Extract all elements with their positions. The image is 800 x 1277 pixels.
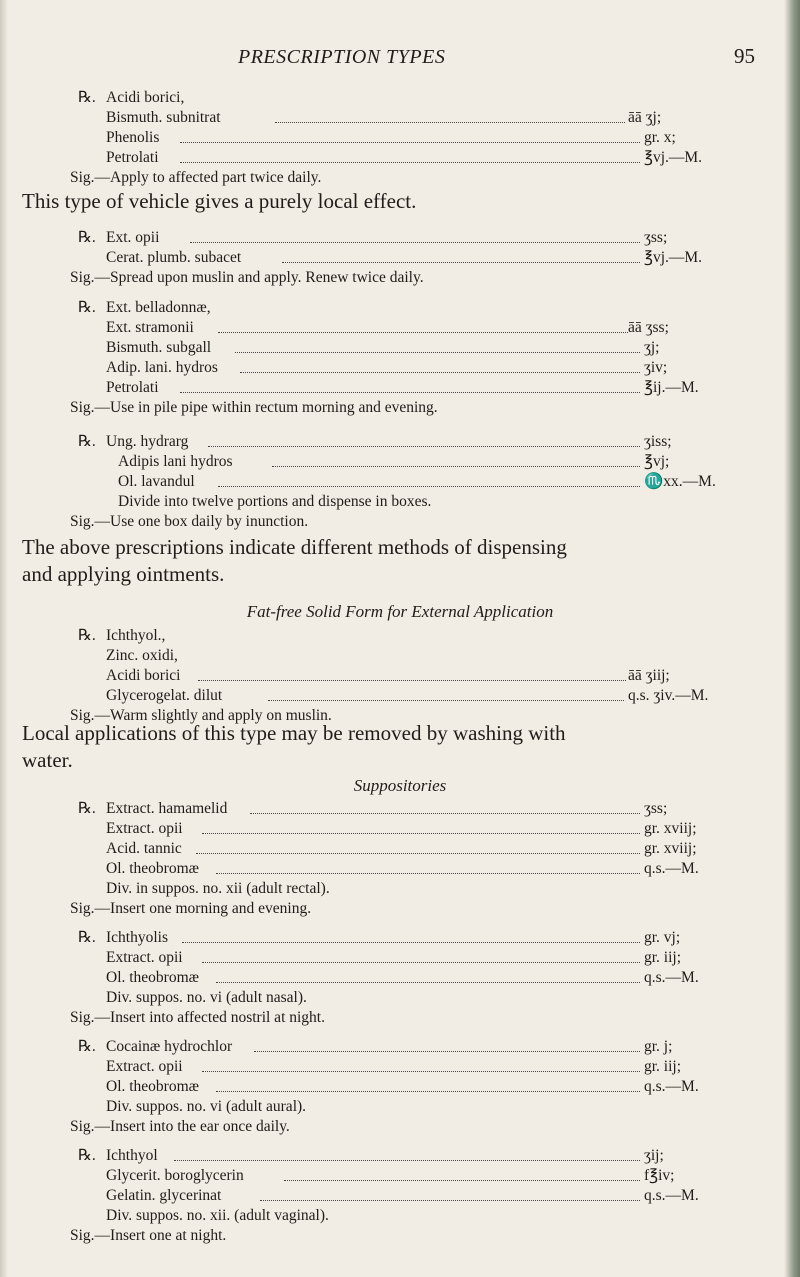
quantity: q.s.—M. <box>644 969 699 986</box>
ingredient: Extract. hamamelid <box>106 800 228 817</box>
page-gutter-left <box>0 0 8 1277</box>
signa: Sig.—Warm slightly and apply on muslin. <box>70 707 332 724</box>
rx-symbol: ℞. <box>78 229 96 246</box>
leader-dots <box>216 1077 640 1092</box>
ingredient: Ung. hydrarg <box>106 433 189 450</box>
rx-symbol: ℞. <box>78 1038 96 1055</box>
leader-dots <box>254 1037 640 1052</box>
ingredient: Bismuth. subnitrat <box>106 109 221 126</box>
signa: Sig.—Insert into affected nostril at night. <box>70 1009 325 1026</box>
prescription-4 <box>70 432 770 532</box>
ingredient: Ichthyol., <box>106 627 166 644</box>
quantity: ♏xx.—M. <box>644 473 716 490</box>
ingredient: Ol. theobromæ <box>106 860 199 877</box>
signa: Sig.—Use one box daily by inunction. <box>70 513 309 530</box>
leader-dots <box>196 839 640 854</box>
quantity: ʒiv; <box>644 359 668 376</box>
page-number: 95 <box>734 44 755 68</box>
leader-dots <box>202 819 640 834</box>
ingredient: Extract. opii <box>106 820 183 837</box>
running-header <box>0 40 800 70</box>
ingredient: Ichthyolis <box>106 929 168 946</box>
leader-dots <box>182 928 640 943</box>
quantity: ʒij; <box>644 1147 664 1164</box>
leader-dots <box>260 1186 640 1201</box>
leader-dots <box>216 968 640 983</box>
paragraph-line: and applying ointments. <box>22 562 225 586</box>
ingredient: Gelatin. glycerinat <box>106 1187 222 1204</box>
ingredient: Acid. tannic <box>106 840 182 857</box>
ingredient: Extract. opii <box>106 1058 183 1075</box>
running-title: PRESCRIPTION TYPES <box>238 46 446 68</box>
ingredient: Ext. stramonii <box>106 319 194 336</box>
prescription-7 <box>70 928 770 1028</box>
leader-dots <box>174 1146 640 1161</box>
leader-dots <box>190 228 640 243</box>
quantity: ʒj; <box>644 339 660 356</box>
leader-dots <box>218 472 640 487</box>
prescription-8 <box>70 1037 770 1137</box>
ingredient: Petrolati <box>106 379 159 396</box>
ingredient: Extract. opii <box>106 949 183 966</box>
prescription-1 <box>70 88 770 188</box>
leader-dots <box>268 686 624 701</box>
paragraph-line: Local applications of this type may be removed by washing with <box>22 721 566 745</box>
ingredient: Bismuth. subgall <box>106 339 212 356</box>
quantity: gr. xviij; <box>644 840 697 857</box>
dispensing-direction: Div. in suppos. no. xii (adult rectal). <box>106 880 330 897</box>
quantity: gr. iij; <box>644 949 682 966</box>
quantity: ʒss; <box>644 229 668 246</box>
signa: Sig.—Apply to affected part twice daily. <box>70 169 322 186</box>
ingredient: Acidi borici <box>106 667 181 684</box>
quantity: q.s.—M. <box>644 860 699 877</box>
leader-dots <box>275 108 625 123</box>
prescription-2 <box>70 228 770 288</box>
rx-symbol: ℞. <box>78 433 96 450</box>
ingredient: Ol. lavandul <box>118 473 195 490</box>
quantity: gr. iij; <box>644 1058 682 1075</box>
rx-symbol: ℞. <box>78 1147 96 1164</box>
ingredient: Phenolis <box>106 129 160 146</box>
ingredient: Ext. opii <box>106 229 160 246</box>
leader-dots <box>202 948 640 963</box>
quantity: q.s.—M. <box>644 1187 699 1204</box>
signa: Sig.—Insert one morning and evening. <box>70 900 312 917</box>
ingredient: Adipis lani hydros <box>118 453 233 470</box>
quantity: ℥vj.—M. <box>644 249 703 266</box>
quantity: ʒiss; <box>644 433 672 450</box>
ingredient: Adip. lani. hydros <box>106 359 218 376</box>
leader-dots <box>284 1166 640 1181</box>
leader-dots <box>282 248 640 263</box>
prescription-9 <box>70 1146 770 1246</box>
quantity: āā ʒj; <box>628 109 662 126</box>
rx-symbol: ℞. <box>78 89 96 106</box>
signa: Sig.—Use in pile pipe within rectum morning and evening. <box>70 399 438 416</box>
leader-dots <box>235 338 640 353</box>
quantity: ʒss; <box>644 800 668 817</box>
dispensing-direction: Div. suppos. no. xii. (adult vaginal). <box>106 1207 329 1224</box>
ingredient: Glycerit. boroglycerin <box>106 1167 244 1184</box>
ingredient: Acidi borici, <box>106 89 185 106</box>
prescription-6 <box>70 799 770 919</box>
quantity: q.s.—M. <box>644 1078 699 1095</box>
dispensing-direction: Divide into twelve portions and dispense in boxes. <box>118 493 432 510</box>
prescription-3 <box>70 298 770 418</box>
quantity: ℥vj; <box>644 453 670 470</box>
quantity: āā ʒiij; <box>628 667 670 684</box>
section-heading: Suppositories <box>353 776 447 795</box>
leader-dots <box>272 452 640 467</box>
signa: Sig.—Insert into the ear once daily. <box>70 1118 290 1135</box>
quantity: gr. j; <box>644 1038 673 1055</box>
quantity: ℥ij.—M. <box>644 379 699 396</box>
quantity: ℥vj.—M. <box>644 149 703 166</box>
leader-dots <box>180 128 640 143</box>
paragraph <box>22 720 762 774</box>
leader-dots <box>202 1057 640 1072</box>
ingredient: Petrolati <box>106 149 159 166</box>
quantity: q.s. ʒiv.—M. <box>628 687 709 704</box>
leader-dots <box>198 666 626 681</box>
quantity: gr. x; <box>644 129 676 146</box>
signa: Sig.—Spread upon muslin and apply. Renew twice daily. <box>70 269 424 286</box>
dispensing-direction: Div. suppos. no. vi (adult nasal). <box>106 989 307 1006</box>
ingredient: Glycerogelat. dilut <box>106 687 223 704</box>
prescription-5 <box>70 626 770 726</box>
leader-dots <box>208 432 640 447</box>
paragraph: This type of vehicle gives a purely local effect. <box>22 189 417 213</box>
quantity: f℥iv; <box>644 1167 675 1184</box>
rx-symbol: ℞. <box>78 929 96 946</box>
signa: Sig.—Insert one at night. <box>70 1227 227 1244</box>
quantity: gr. vj; <box>644 929 681 946</box>
section-heading: Fat-free Solid Form for External Application <box>246 602 554 621</box>
quantity: gr. xviij; <box>644 820 697 837</box>
paragraph-line: water. <box>22 748 73 772</box>
ingredient: Ext. belladonnæ, <box>106 299 211 316</box>
paragraph-line: The above prescriptions indicate different methods of dispensing <box>22 535 567 559</box>
leader-dots <box>216 859 640 874</box>
leader-dots <box>240 358 640 373</box>
ingredient: Ichthyol <box>106 1147 158 1164</box>
leader-dots <box>218 318 628 333</box>
ingredient: Ol. theobromæ <box>106 1078 199 1095</box>
ingredient: Ol. theobromæ <box>106 969 199 986</box>
leader-dots <box>250 799 640 814</box>
quantity: āā ʒss; <box>628 319 669 336</box>
rx-symbol: ℞. <box>78 800 96 817</box>
rx-symbol: ℞. <box>78 299 96 316</box>
rx-symbol: ℞. <box>78 627 96 644</box>
leader-dots <box>180 378 640 393</box>
dispensing-direction: Div. suppos. no. vi (adult aural). <box>106 1098 307 1115</box>
paragraph <box>22 534 762 588</box>
page-edge-right <box>784 0 800 1277</box>
ingredient: Zinc. oxidi, <box>106 647 178 664</box>
ingredient: Cocainæ hydrochlor <box>106 1038 233 1055</box>
leader-dots <box>180 148 640 163</box>
ingredient: Cerat. plumb. subacet <box>106 249 242 266</box>
